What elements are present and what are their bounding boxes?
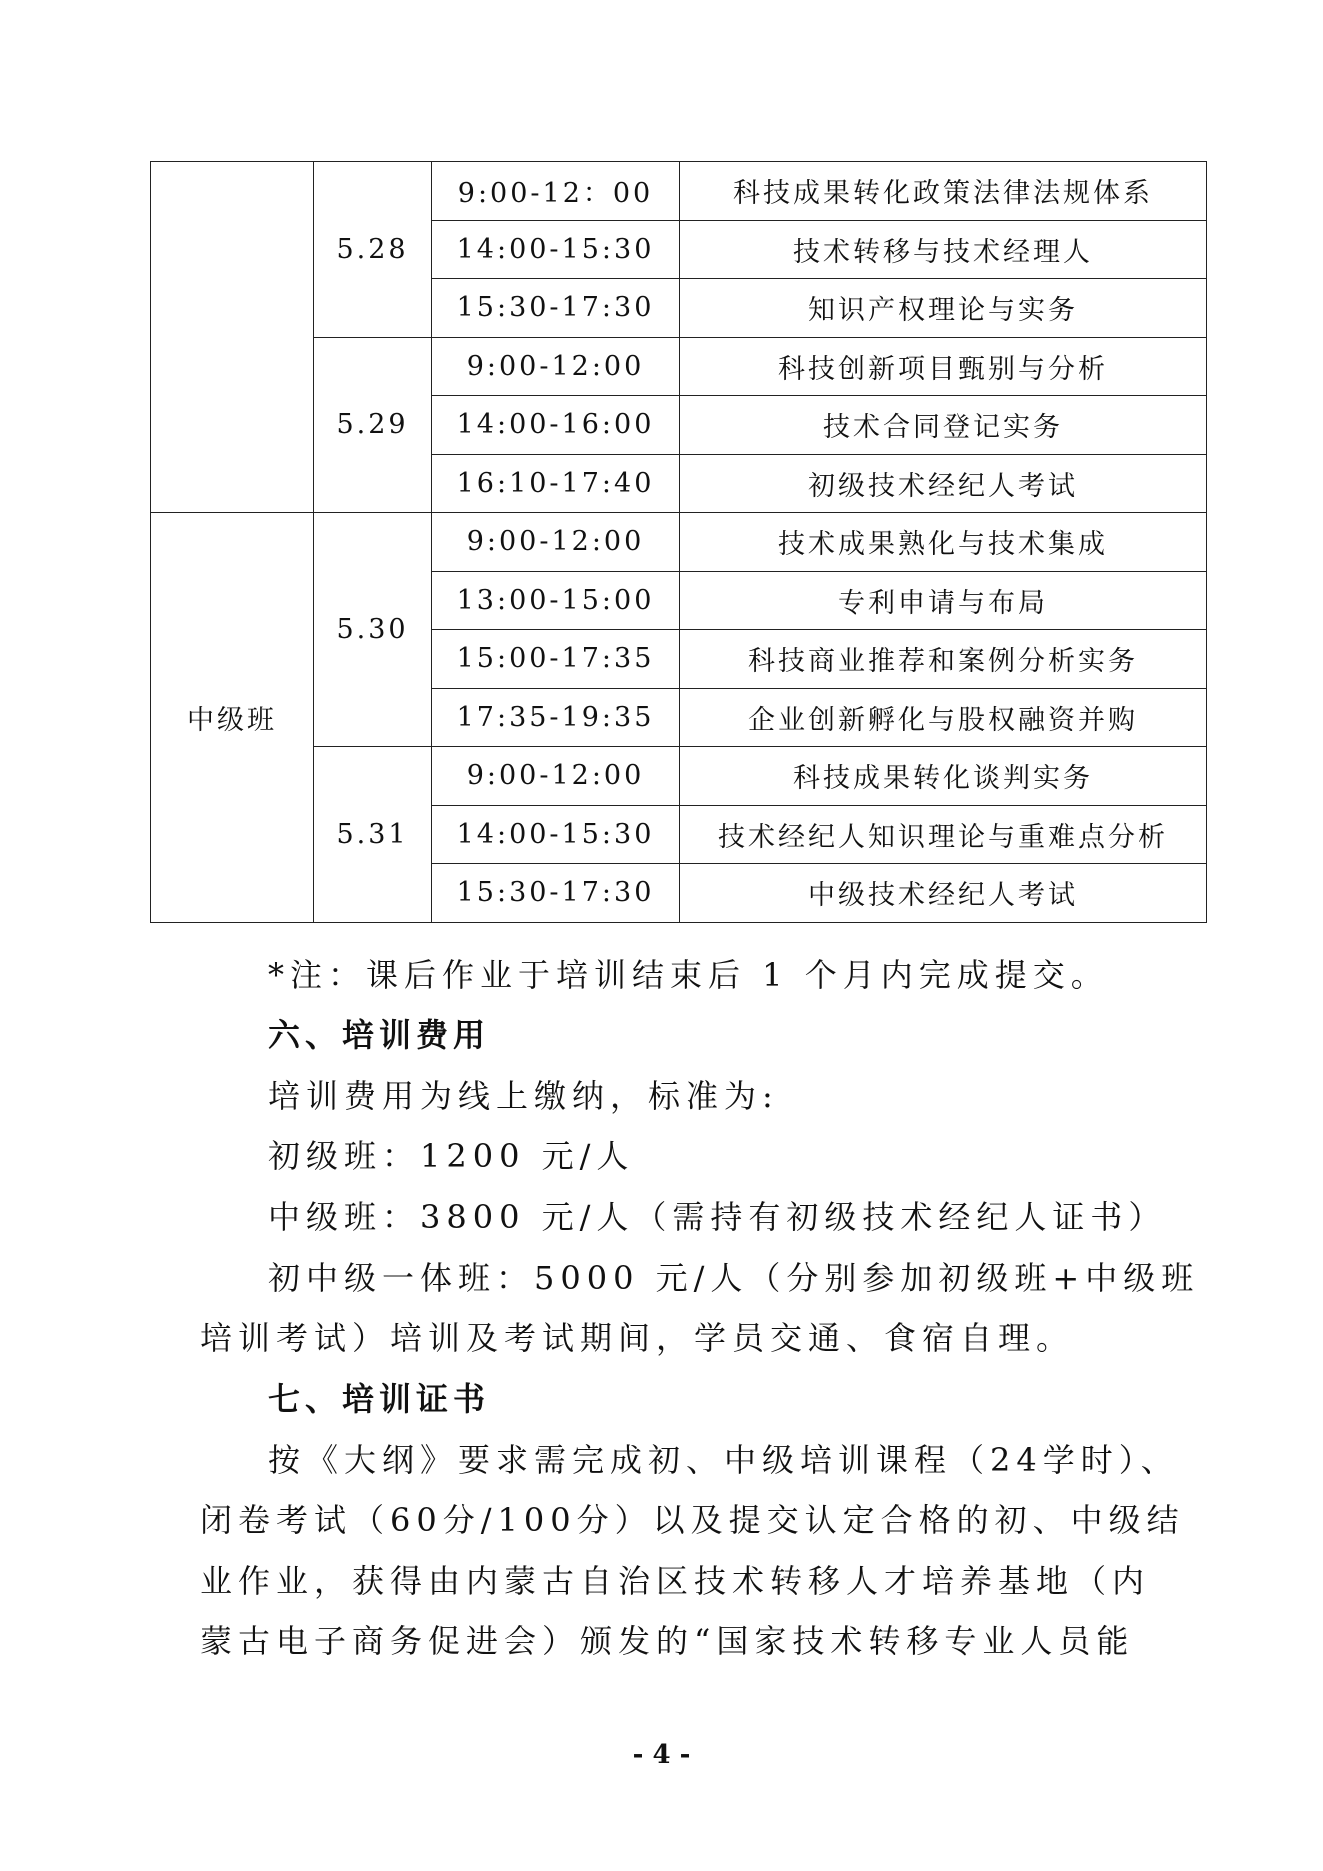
topic-cell: 初级技术经纪人考试 [680,454,1207,513]
table-row [151,513,1207,572]
certificate-text: 闭卷考试（60分/100分）以及提交认定合格的初、中级结 [200,1501,1185,1539]
certificate-text: 按《大纲》要求需完成初、中级培训课程（24学时）、 [268,1441,1179,1479]
topic-cell: 专利申请与布局 [680,571,1207,630]
topic-cell: 科技商业推荐和案例分析实务 [680,630,1207,689]
time-cell: 17:35-19:35 [432,688,680,747]
section-heading-fees: 六、培训费用 [268,1016,491,1054]
topic-cell: 科技成果转化谈判实务 [680,747,1207,806]
time-cell: 15:00-17:35 [432,630,680,689]
time-cell: 9:00-12：00 [432,162,680,221]
time-cell: 14:00-16:00 [432,396,680,455]
topic-cell: 知识产权理论与实务 [680,279,1207,338]
certificate-text: 业作业，获得由内蒙古自治区技术转移人才培养基地（内 [200,1562,1151,1600]
date-cell: 5.29 [314,337,432,513]
schedule-table [150,161,1207,923]
fee-intermediate: 中级班：3800 元/人（需持有初级技术经纪人证书） [268,1198,1167,1236]
topic-cell: 中级技术经纪人考试 [680,864,1207,923]
fee-primary: 初级班：1200 元/人 [268,1137,635,1175]
date-cell: 5.28 [314,162,432,338]
time-cell: 16:10-17:40 [432,454,680,513]
fee-combined: 初中级一体班：5000 元/人（分别参加初级班+中级班 [268,1259,1200,1297]
class-cell-intermediate: 中级班 [151,513,314,923]
time-cell: 9:00-12:00 [432,513,680,572]
date-cell: 5.30 [314,513,432,747]
time-cell: 15:30-17:30 [432,864,680,923]
topic-cell: 技术转移与技术经理人 [680,220,1207,279]
time-cell: 9:00-12:00 [432,337,680,396]
topic-cell: 科技成果转化政策法律法规体系 [680,162,1207,221]
topic-cell: 科技创新项目甄别与分析 [680,337,1207,396]
class-cell-blank [151,162,314,513]
table-row [151,162,1207,221]
homework-note: *注：课后作业于培训结束后 1 个月内完成提交。 [268,956,1109,994]
fee-combined-cont: 培训考试）培训及考试期间，学员交通、食宿自理。 [200,1319,1075,1357]
section-heading-certificate: 七、培训证书 [268,1380,491,1418]
topic-cell: 技术经纪人知识理论与重难点分析 [680,805,1207,864]
fees-intro: 培训费用为线上缴纳，标准为: [268,1077,779,1115]
date-cell: 5.31 [314,747,432,923]
page-number: - 4 - [632,1740,691,1770]
topic-cell: 技术合同登记实务 [680,396,1207,455]
time-cell: 9:00-12:00 [432,747,680,806]
time-cell: 15:30-17:30 [432,279,680,338]
time-cell: 13:00-15:00 [432,571,680,630]
time-cell: 14:00-15:30 [432,805,680,864]
certificate-text: 蒙古电子商务促进会）颁发的“国家技术转移专业人员能 [200,1622,1135,1660]
time-cell: 14:00-15:30 [432,220,680,279]
topic-cell: 技术成果熟化与技术集成 [680,513,1207,572]
topic-cell: 企业创新孵化与股权融资并购 [680,688,1207,747]
